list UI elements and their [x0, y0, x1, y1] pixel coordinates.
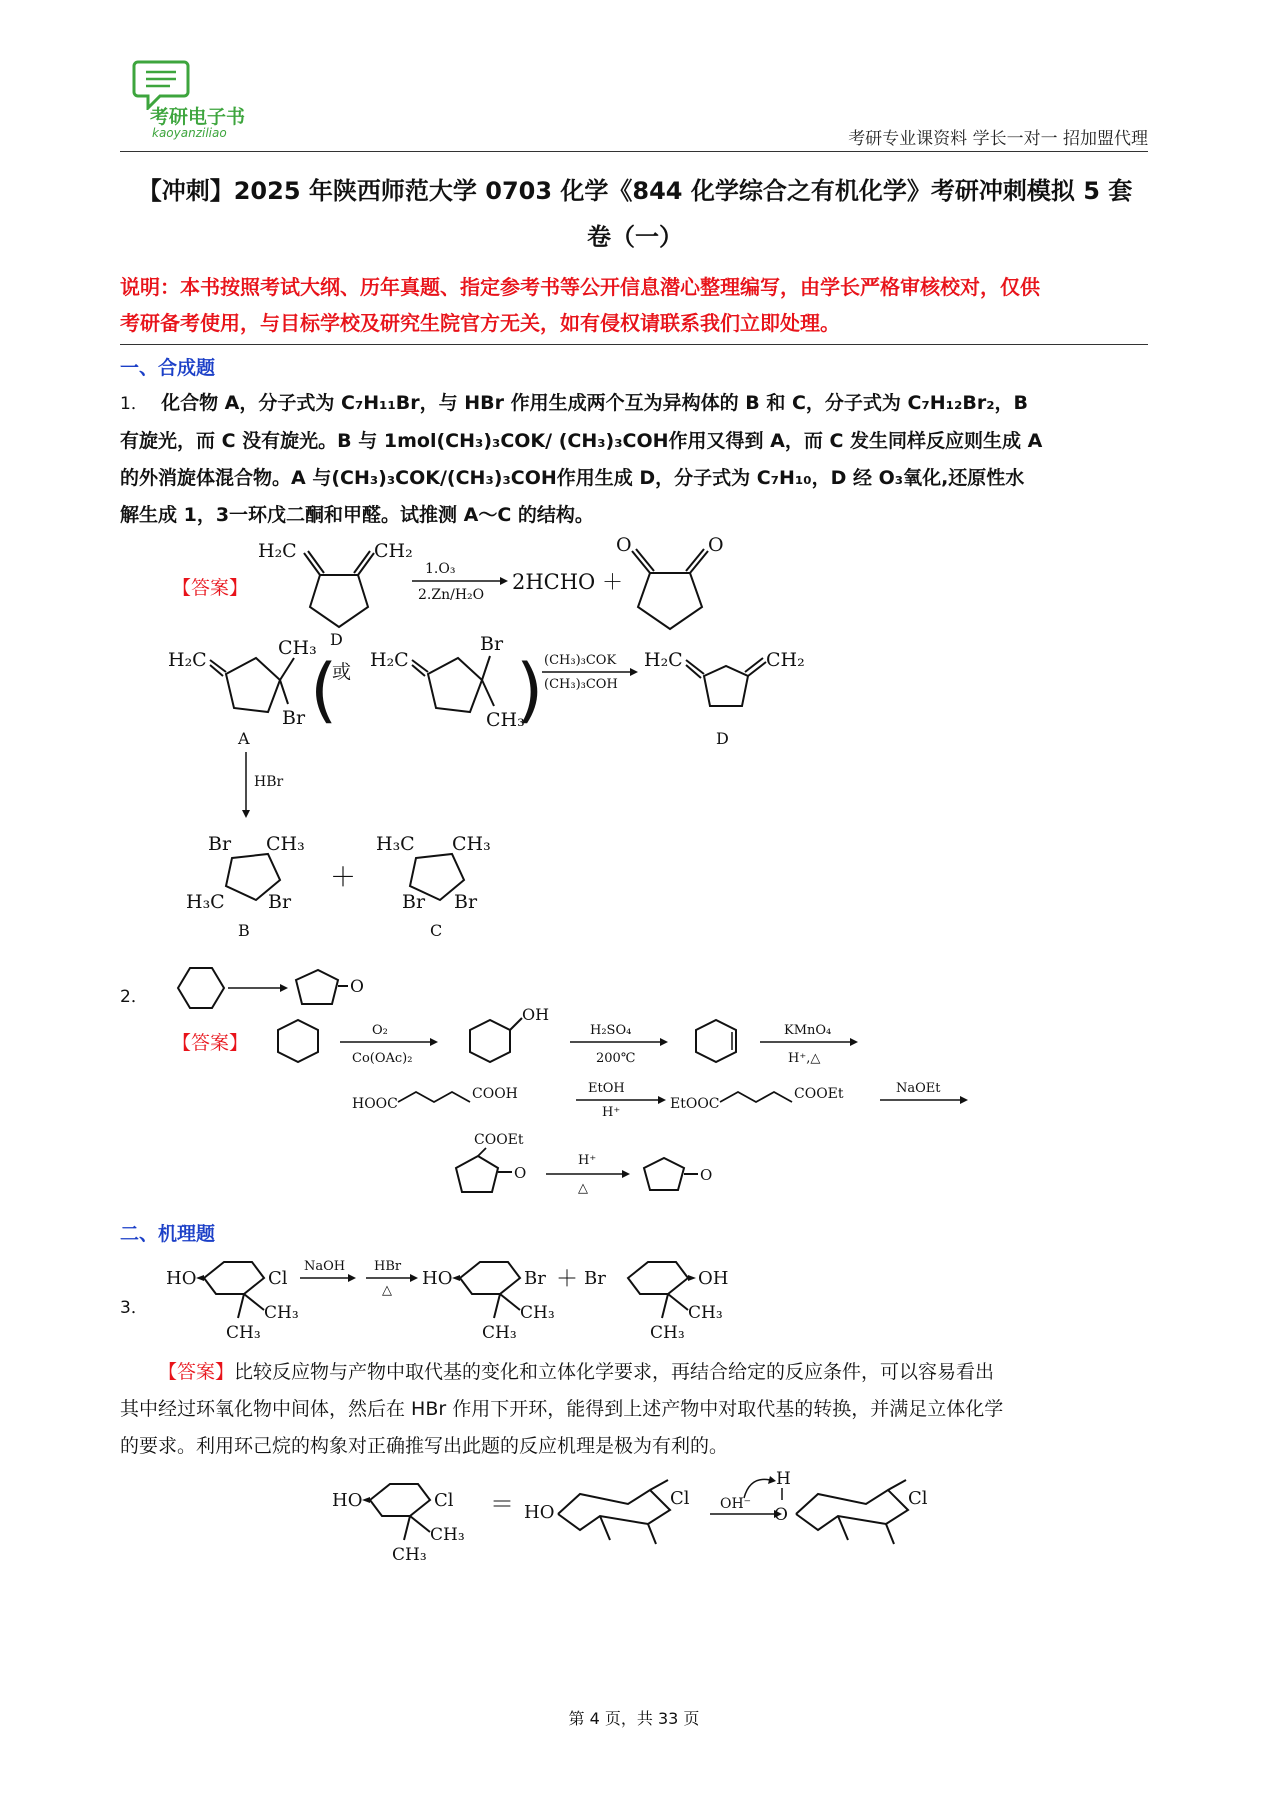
- reagent-h-heat: H⁺,△: [788, 1051, 821, 1066]
- notice-divider: [120, 344, 1148, 345]
- q1-answer-label: 【答案】: [172, 577, 249, 599]
- page-title: [110, 168, 1160, 260]
- q1-scheme-elimination: [160, 620, 820, 750]
- cooet-label: COOEt: [794, 1086, 844, 1102]
- ch3-label: CH₃: [266, 833, 305, 855]
- h3c-label: H₃C: [186, 891, 225, 913]
- ch3-label: CH₃: [278, 637, 317, 659]
- section-title-mechanism: 二、机理题: [120, 1223, 216, 1245]
- reagent-200c: 200℃: [596, 1051, 636, 1066]
- cyclopentanone-ring: [456, 1156, 498, 1192]
- reagent-tbuoh: (CH₃)₃COH: [544, 677, 618, 692]
- cyclohexanol-ring: [470, 1020, 510, 1062]
- logo-text-cn: 考研电子书: [150, 106, 246, 128]
- q1-line1-text: 化合物 A，分子式为 C₇H₁₁Br，与 HBr 作用生成两个互为异构体的 B 和 C，分子式为 C₇H₁₂Br₂，B: [161, 392, 1028, 414]
- cyclohexene-ring: [696, 1020, 736, 1062]
- q3-scheme: [160, 1248, 820, 1348]
- br-label: Br: [524, 1268, 546, 1289]
- q3-answer: [120, 1354, 1150, 1465]
- equals-sign: ＝: [490, 1490, 514, 1518]
- cl-label: Cl: [434, 1490, 454, 1511]
- page-title-line2: 卷（一）: [587, 223, 683, 251]
- logo: [130, 58, 260, 140]
- disclaimer: [120, 269, 1150, 341]
- disclaimer-line2: 考研备考使用，与目标学校及研究生院官方无关，如有侵权请联系我们立即处理。: [120, 311, 840, 335]
- q3-answer-line2: 其中经过环氧化物中间体，然后在 HBr 作用下开环，能得到上述产物中对取代基的转换，并满足立体化学: [120, 1398, 1004, 1420]
- h2c-label: H₂C: [168, 649, 207, 671]
- q1-number: 1．: [120, 394, 148, 414]
- q3-answer-line3: 的要求。利用环己烷的构象对正确推写出此题的反应机理是极为有利的。: [120, 1435, 729, 1457]
- br-label: Br: [480, 633, 504, 655]
- o-label: O: [700, 1166, 713, 1184]
- q2-answer-label: 【答案】: [172, 1032, 249, 1054]
- ch3-label: CH₃: [688, 1303, 723, 1323]
- ch3-label: CH₃: [430, 1525, 465, 1545]
- page-footer: 第 4 页，共 33 页: [568, 1709, 700, 1728]
- cyclopentanone-ring: [644, 1158, 684, 1190]
- label-d: D: [330, 630, 343, 645]
- cl-label: Cl: [908, 1488, 928, 1509]
- reagent-o3: 1.O₃: [425, 561, 456, 577]
- reagent-cooac: Co(OAc)₂: [352, 1051, 413, 1066]
- ch2-label: CH₂: [766, 649, 805, 671]
- br-label: Br: [402, 891, 426, 913]
- q2-answer-scheme: [260, 1000, 980, 1200]
- reagent-naoet: NaOEt: [896, 1081, 941, 1096]
- logo-text-en: kaoyanziliao: [152, 126, 227, 140]
- cyclopentane-ring: [226, 658, 280, 712]
- oh-label: OH: [522, 1005, 550, 1024]
- reagent-heat: △: [382, 1283, 392, 1298]
- cl-label: Cl: [268, 1268, 288, 1289]
- h2c-label: H₂C: [644, 649, 683, 671]
- ch3-label: CH₃: [650, 1323, 685, 1343]
- h2c-label: H₂C: [258, 540, 297, 562]
- o-label: O: [616, 535, 632, 556]
- br-label: Br: [282, 707, 306, 729]
- q3-number: 3．: [120, 1298, 148, 1318]
- plus-sign: ＋: [556, 1267, 579, 1292]
- br-label: Br: [584, 1268, 606, 1289]
- cyclopentanone-ring: [296, 970, 338, 1004]
- reagent-h: H⁺: [602, 1105, 621, 1120]
- label-a: A: [238, 729, 250, 748]
- hooc-label: HOOC: [352, 1096, 398, 1112]
- oh-label: OH: [698, 1268, 729, 1289]
- label-c: C: [430, 921, 443, 940]
- question-1: [120, 385, 1150, 534]
- ho-label: HO: [166, 1268, 197, 1289]
- q3-answer-line1: [120, 1354, 1150, 1391]
- ch3-label: CH₃: [452, 833, 491, 855]
- ch3-label: CH₃: [264, 1303, 299, 1323]
- ch3-label: CH₃: [482, 1323, 517, 1343]
- q1-line4: 解生成 1，3一环戊二酮和甲醛。试推测 A～C 的结构。: [120, 504, 594, 526]
- cyclohexane-ring: [178, 968, 224, 1008]
- label-b: B: [238, 921, 250, 940]
- or-label: 或: [332, 661, 352, 683]
- etooc-label: EtOOC: [670, 1096, 720, 1112]
- header-divider: [120, 151, 1148, 152]
- chair-conformation: [796, 1490, 908, 1530]
- ch3-label: CH₃: [520, 1303, 555, 1323]
- reagent-kmno4: KMnO₄: [784, 1023, 832, 1038]
- q1-line3: 的外消旋体混合物。A 与(CH₃)₃COK/(CH₃)₃COH作用生成 D，分子式为 C₇H₁₀，D 经 O₃氧化,还原性水: [120, 467, 1025, 489]
- o-label: O: [514, 1164, 527, 1182]
- q3-answer-label: 【答案】: [158, 1361, 235, 1383]
- cyclohexane-ring: [204, 1262, 264, 1294]
- q3-answer-line1-text: 比较反应物与产物中取代基的变化和立体化学要求，再结合给定的反应条件，可以容易看出: [234, 1361, 995, 1383]
- ch3-label: CH₃: [486, 709, 525, 731]
- reagent-hbr: HBr: [374, 1259, 402, 1274]
- page-title-line1: 【冲刺】2025 年陕西师范大学 0703 化学《844 化学综合之有机化学》考研冲刺模拟 5 套: [137, 177, 1133, 205]
- o-label: O: [774, 1505, 788, 1525]
- h2c-label: H₂C: [370, 649, 409, 671]
- o-label: O: [350, 977, 364, 997]
- reagent-naoh: NaOH: [304, 1259, 346, 1274]
- reagent-zn: 2.Zn/H₂O: [418, 587, 485, 603]
- cyclopentane-ring: [704, 666, 748, 706]
- bracket-open: (: [310, 649, 338, 731]
- cyclohexane-ring: [628, 1262, 688, 1294]
- disclaimer-line1: 说明：本书按照考试大纲、历年真题、指定参考书等公开信息潜心整理编写，由学长严格审核校对，仅供: [120, 275, 1040, 299]
- ho-label: HO: [524, 1502, 555, 1523]
- cyclohexane-ring: [460, 1262, 520, 1294]
- reagent-etoh: EtOH: [588, 1081, 625, 1096]
- label-d: D: [716, 729, 729, 748]
- h3c-label: H₃C: [376, 833, 415, 855]
- reagent-h2so4: H₂SO₄: [590, 1023, 632, 1038]
- ho-label: HO: [332, 1490, 363, 1511]
- reagent-heat: △: [578, 1181, 588, 1196]
- br-label: Br: [208, 833, 232, 855]
- cooet-label: COOEt: [474, 1132, 524, 1148]
- product-hcho: 2HCHO ＋: [512, 570, 623, 594]
- reagent-o2: O₂: [372, 1023, 388, 1038]
- bracket-close: ): [516, 649, 544, 731]
- q2-number: 2．: [120, 987, 148, 1007]
- reagent-tbuok: (CH₃)₃COK: [544, 653, 617, 668]
- o-label: O: [708, 535, 724, 556]
- cl-label: Cl: [670, 1488, 690, 1509]
- reagent-h: H⁺: [578, 1153, 597, 1168]
- header-tagline: 考研专业课资料 学长一对一 招加盟代理: [848, 129, 1148, 149]
- reagent-hydroxide: OH⁻: [720, 1496, 752, 1512]
- cyclohexane-ring: [278, 1020, 318, 1062]
- q1-line2: 有旋光，而 C 没有旋光。B 与 1mol(CH₃)₃COK/ (CH₃)₃COH作用又得到 A，而 C 发生同样反应则生成 A: [120, 430, 1043, 452]
- ch3-label: CH₃: [392, 1545, 427, 1565]
- q1-line1: [120, 385, 1150, 423]
- ch3-label: CH₃: [226, 1323, 261, 1343]
- q1-scheme-hbr-addition: [180, 750, 540, 940]
- br-label: Br: [454, 891, 478, 913]
- ho-label: HO: [422, 1268, 453, 1289]
- section-title-synthesis: 一、合成题: [120, 357, 216, 379]
- q3-mechanism-scheme: [330, 1464, 990, 1584]
- plus-sign: ＋: [330, 863, 357, 893]
- br-label: Br: [268, 891, 292, 913]
- cyclohexane-ring: [370, 1484, 430, 1516]
- ch2-label: CH₂: [374, 540, 413, 562]
- cooh-label: COOH: [472, 1086, 518, 1102]
- chair-conformation: [558, 1490, 670, 1530]
- cyclopentane-ring: [428, 658, 482, 712]
- reagent-hbr: HBr: [254, 774, 284, 790]
- h-label: H: [776, 1469, 791, 1489]
